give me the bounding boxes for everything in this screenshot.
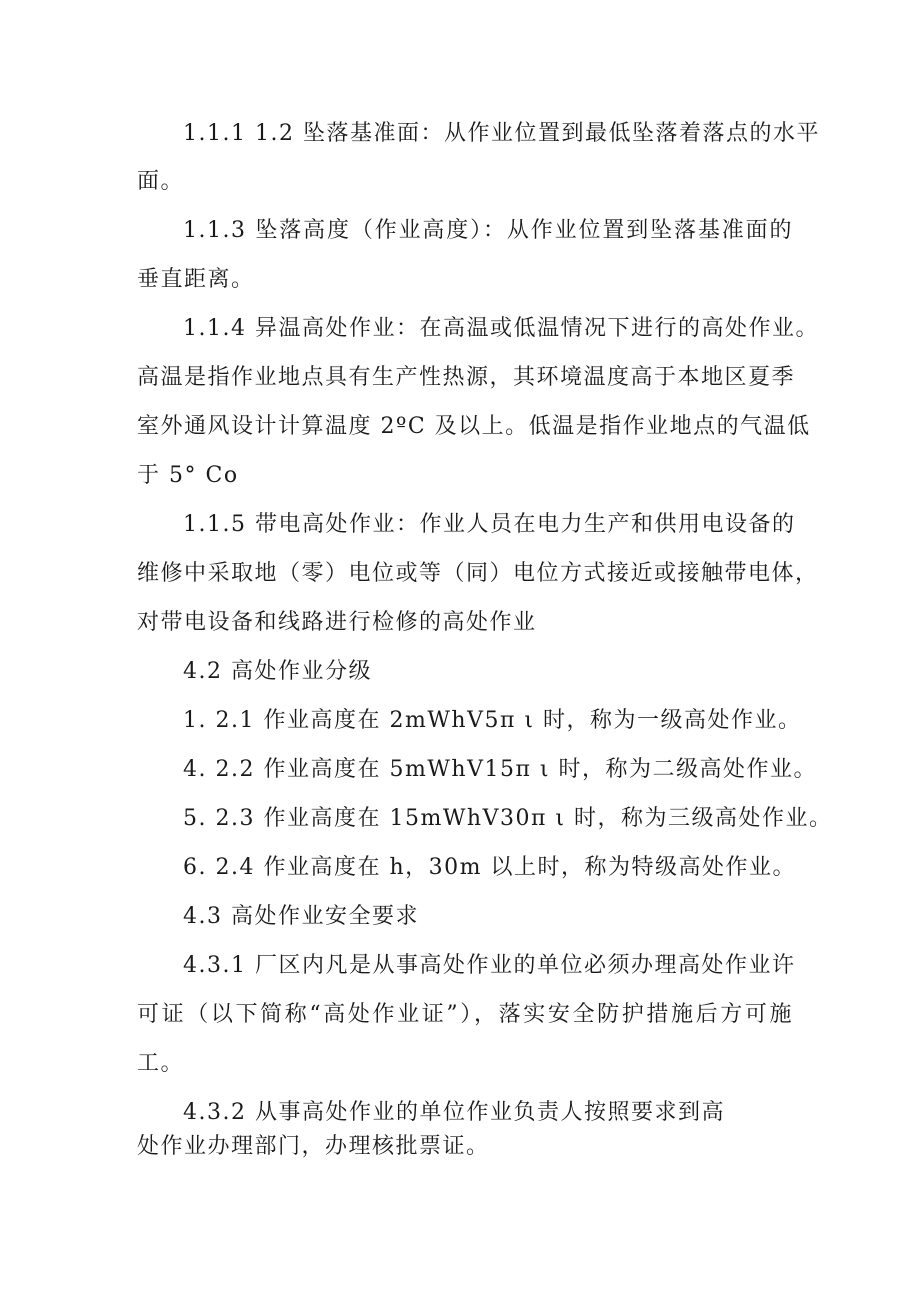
text-line: 4.3.2 从事高处作业的单位作业负责人按照要求到高 <box>183 1100 725 1125</box>
text-line: 垂直距离。 <box>137 267 255 292</box>
text-line: 4.3.1 厂区内凡是从事高处作业的单位必须办理高处作业许 <box>183 953 796 978</box>
list-item: 6. 2.4 作业高度在 h，30m 以上时，称为特级高处作业。 <box>183 855 796 880</box>
text-line: 1.1.1 1.2 坠落基准面：从作业位置到最低坠落着落点的水平 <box>183 121 820 146</box>
text-line: 高温是指作业地点具有生产性热源，其环境温度高于本地区夏季 <box>137 365 796 390</box>
text-line: 1.1.3 坠落高度（作业高度）：从作业位置到坠落基准面的 <box>183 218 793 243</box>
section-heading: 4.2 高处作业分级 <box>183 659 372 684</box>
text-line: 处作业办理部门，办理核批票证。 <box>137 1134 490 1159</box>
list-item: 4. 2.2 作业高度在 5mWhV15π ι 时，称为二级高处作业。 <box>183 757 818 782</box>
text-line: 维修中采取地（零）电位或等（同）电位方式接近或接触带电体， <box>137 561 819 586</box>
text-line: 室外通风设计计算温度 2ºC 及以上。低温是指作业地点的气温低 <box>137 414 811 439</box>
text-line: 对带电设备和线路进行检修的高处作业 <box>137 610 537 635</box>
text-line: 1.1.4 异温高处作业：在高温或低温情况下进行的高处作业。 <box>183 316 819 341</box>
list-item: 5. 2.3 作业高度在 15mWhV30π ι 时，称为三级高处作业。 <box>183 806 833 831</box>
text-line: 面。 <box>137 169 185 194</box>
section-heading: 4.3 高处作业安全要求 <box>183 904 419 929</box>
text-line: 工。 <box>137 1051 185 1076</box>
text-line: 于 5° Co <box>137 463 239 488</box>
list-item: 1. 2.1 作业高度在 2mWhV5π ι 时，称为一级高处作业。 <box>183 708 802 733</box>
text-line: 可证（以下简称“高处作业证”），落实安全防护措施后方可施 <box>137 1002 793 1027</box>
text-line: 1.1.5 带电高处作业：作业人员在电力生产和供用电设备的 <box>183 512 796 537</box>
